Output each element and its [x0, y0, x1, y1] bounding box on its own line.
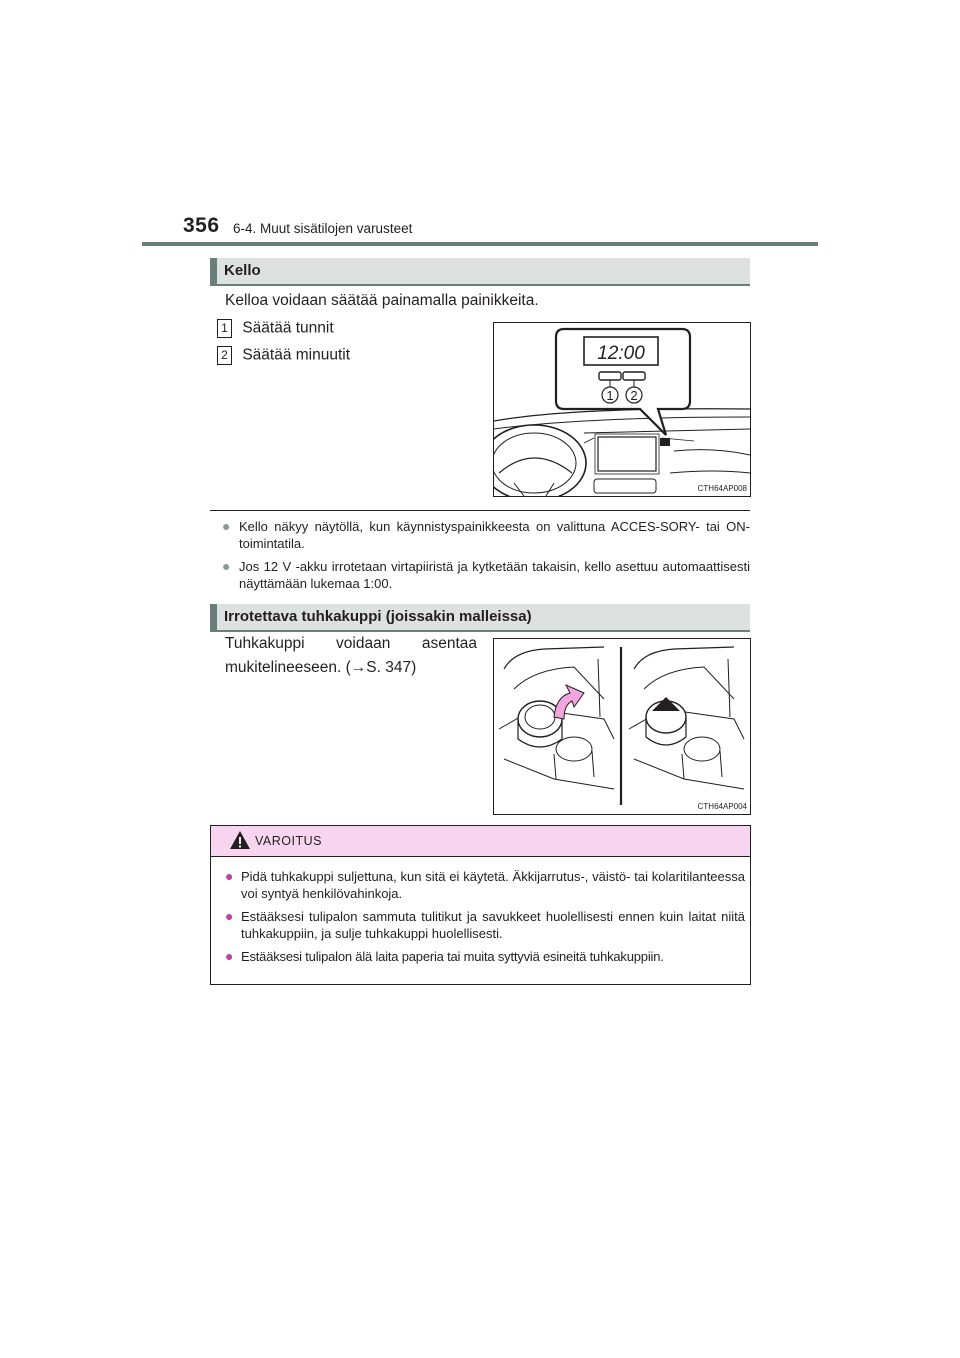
dashboard-illustration [494, 323, 750, 496]
callout-1: 1 [606, 388, 614, 403]
note-text: Jos 12 V -akku irrotetaan virtapiiristä ja kytketään takaisin, kello asettuu automaattisesti näyttämään lukemaa 1:00. [239, 559, 750, 591]
warning-item [225, 908, 745, 942]
clock-figure [493, 322, 751, 497]
ashtray-text: Tuhkakuppi voidaan asentaa mukitelineeseen. (→S. 347) [225, 635, 477, 676]
bullet-dot-icon: ● [225, 868, 234, 884]
clock-notes [222, 518, 750, 598]
ashtray-figure [493, 638, 751, 815]
warning-item [225, 868, 745, 902]
page-number: 356 [183, 214, 220, 237]
warning-text: Pidä tuhkakuppi suljettuna, kun sitä ei käytetä. Äkkijarrutus-, väistö- tai kolaritilanteessa voi syntyä henkilövahinkoja. [241, 869, 745, 901]
section-header-bar [210, 258, 217, 284]
warning-text: Estääksesi tulipalon sammuta tulitikut ja savukkeet huolellisesti ennen kuin laitat niitä tuhkakuppiin, ja sulje tuhkakuppi huolellisesti. [241, 909, 745, 941]
item-label: Säätää minuutit [242, 346, 351, 364]
section-header-bar [210, 604, 217, 630]
item-number: 2 [217, 346, 232, 365]
ashtray-section-title: Irrotettava tuhkakuppi (joissakin malleissa) [224, 608, 532, 625]
item-label: Säätää tunnit [242, 319, 334, 337]
warning-list [225, 868, 745, 971]
clock-item-hours [217, 319, 334, 338]
warning-item [225, 948, 745, 965]
clock-item-minutes [217, 346, 350, 365]
clock-display-text: 12:00 [597, 343, 645, 364]
header-rule [142, 242, 818, 246]
clock-section-title: Kello [224, 262, 261, 279]
note-text: Kello näkyy näytöllä, kun käynnistyspainikkeesta on valittuna ACCES-SORY- tai ON-toimintatila. [239, 519, 750, 551]
ashtray-illustration [494, 639, 750, 814]
callout-2: 2 [630, 388, 638, 403]
bullet-dot-icon: ● [225, 948, 234, 964]
warning-title: VAROITUS [255, 834, 322, 848]
figure-code: CTH64AP004 [697, 802, 747, 811]
warning-box [210, 825, 751, 985]
bullet-dot-icon: ● [225, 908, 234, 924]
notes-divider [210, 510, 750, 511]
warning-text: Estääksesi tulipalon älä laita paperia tai muita syttyviä esineitä tuhkakuppiin. [241, 949, 664, 964]
bullet-dot-icon: ● [222, 518, 231, 534]
clock-section-header [210, 258, 750, 286]
figure-code: CTH64AP008 [697, 484, 747, 493]
section-title: 6-4. Muut sisätilojen varusteet [233, 221, 413, 236]
note-item [222, 558, 750, 592]
warning-triangle-icon [229, 830, 251, 850]
clock-intro: Kelloa voidaan säätää painamalla painikkeita. [225, 292, 539, 309]
bullet-dot-icon: ● [222, 558, 231, 574]
ashtray-section-header [210, 604, 750, 632]
warning-header [211, 826, 750, 857]
note-item [222, 518, 750, 552]
item-number: 1 [217, 319, 232, 338]
